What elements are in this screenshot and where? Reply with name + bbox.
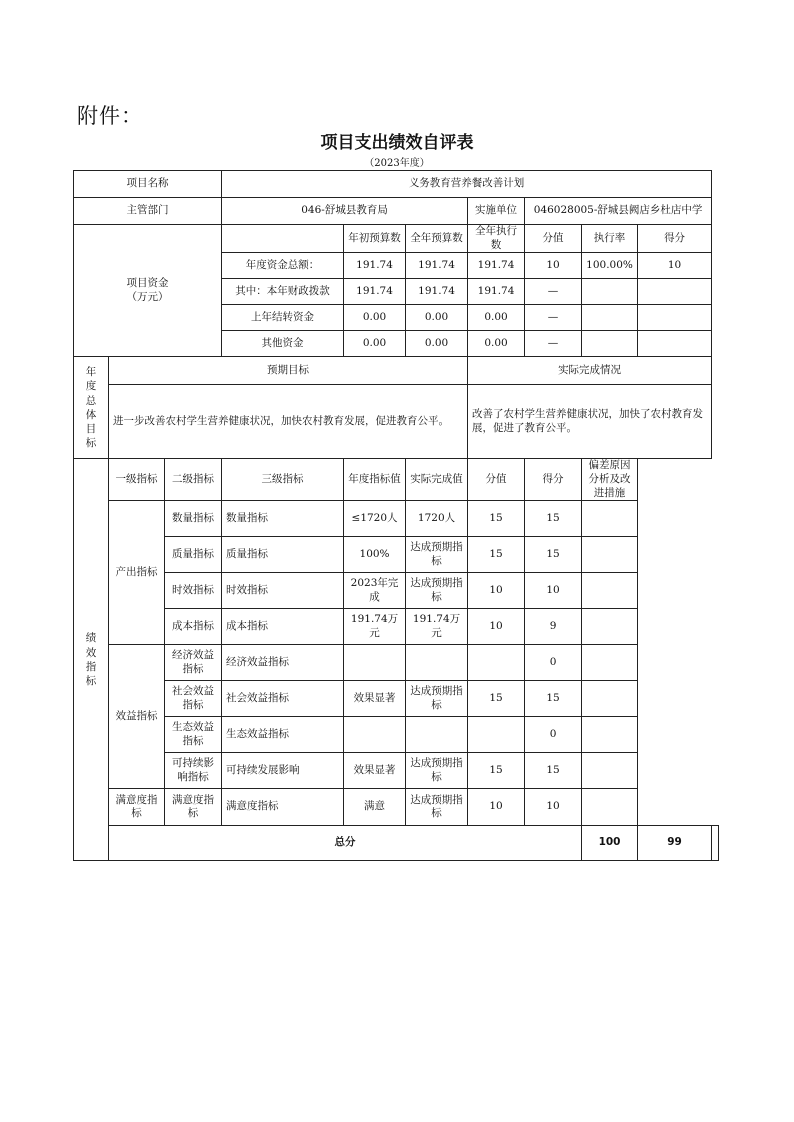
reason-cell (582, 501, 638, 537)
funds-row-value: — (525, 305, 582, 331)
goals-label-text: 年 度 总 体 目 标 (85, 366, 97, 450)
funds-row-score (638, 279, 712, 305)
target-cell (344, 645, 406, 681)
actual-cell: 达成预期指标 (406, 753, 468, 789)
reason-cell (582, 537, 638, 573)
value-cell: 15 (468, 537, 525, 573)
goals-label (74, 357, 109, 459)
reason-cell (582, 573, 638, 609)
level3-cell: 经济效益指标 (222, 645, 344, 681)
reason-cell (582, 645, 638, 681)
actual-cell: 191.74万元 (406, 609, 468, 645)
funds-row-rate (582, 331, 638, 357)
page-title: 项目支出绩效自评表 (320, 133, 474, 153)
value-cell: 15 (468, 501, 525, 537)
goals-actual-header: 实际完成情况 (468, 357, 712, 385)
score-cell: 15 (525, 753, 582, 789)
header-target: 年度指标值 (344, 459, 406, 501)
attachment-label: 附件： (77, 104, 143, 128)
level2-cell: 成本指标 (165, 609, 222, 645)
funds-header-annual: 全年预算数 (406, 225, 468, 253)
page-subtitle: （2023年度） (364, 158, 430, 169)
actual-cell (406, 717, 468, 753)
reason-cell (582, 681, 638, 717)
indicators-label (74, 459, 109, 861)
funds-row-label: 其中：本年财政拨款 (222, 279, 344, 305)
indicator-row (74, 645, 719, 681)
level3-cell: 质量指标 (222, 537, 344, 573)
value-cell (468, 645, 525, 681)
funds-row-label: 年度资金总额： (222, 253, 344, 279)
header-level3: 三级指标 (222, 459, 344, 501)
level2-cell: 可持续影响指标 (165, 753, 222, 789)
funds-row-annual: 0.00 (406, 305, 468, 331)
score-cell: 0 (525, 717, 582, 753)
funds-label (74, 225, 222, 357)
indicator-row (74, 681, 719, 717)
target-cell: 191.74万元 (344, 609, 406, 645)
target-cell: 满意 (344, 789, 406, 826)
funds-row-annual: 0.00 (406, 331, 468, 357)
funds-row-value: 10 (525, 253, 582, 279)
value-cell: 10 (468, 789, 525, 826)
funds-row-annual: 191.74 (406, 279, 468, 305)
level2-cell: 时效指标 (165, 573, 222, 609)
department-value: 046-舒城县教育局 (222, 198, 468, 225)
level2-cell: 数量指标 (165, 501, 222, 537)
funds-row-initial: 0.00 (344, 305, 406, 331)
funds-row-executed: 0.00 (468, 305, 525, 331)
indicator-row (74, 717, 719, 753)
indicator-row (74, 501, 719, 537)
score-cell: 15 (525, 537, 582, 573)
funds-header-rate: 执行率 (582, 225, 638, 253)
department-row (74, 198, 719, 225)
actual-cell: 达成预期指标 (406, 537, 468, 573)
header-score: 得分 (525, 459, 582, 501)
total-value: 100 (582, 826, 638, 861)
target-cell: 2023年完成 (344, 573, 406, 609)
impl-unit-label: 实施单位 (468, 198, 525, 225)
funds-row-score (638, 305, 712, 331)
funds-row-initial: 191.74 (344, 279, 406, 305)
actual-cell: 达成预期指标 (406, 789, 468, 826)
value-cell: 15 (468, 681, 525, 717)
funds-row-value: — (525, 279, 582, 305)
total-score: 99 (638, 826, 712, 861)
funds-row-label: 其他资金 (222, 331, 344, 357)
header-actual: 实际完成值 (406, 459, 468, 501)
funds-header-executed: 全年执行数 (468, 225, 525, 253)
impl-unit-value: 046028005-舒城县阙店乡杜店中学 (525, 198, 712, 225)
actual-cell: 1720人 (406, 501, 468, 537)
target-cell (344, 717, 406, 753)
funds-header-row (74, 225, 719, 253)
goals-actual: 改善了农村学生营养健康状况，加快了农村教育发展，促进了教育公平。 (468, 385, 712, 459)
funds-row-label: 上年结转资金 (222, 305, 344, 331)
value-cell: 10 (468, 573, 525, 609)
project-name-value: 义务教育营养餐改善计划 (222, 171, 712, 198)
funds-row-rate (582, 279, 638, 305)
funds-header-blank (222, 225, 344, 253)
score-cell: 15 (525, 501, 582, 537)
funds-row-score: 10 (638, 253, 712, 279)
funds-row-score (638, 331, 712, 357)
level2-cell: 生态效益指标 (165, 717, 222, 753)
level3-cell: 数量指标 (222, 501, 344, 537)
header-value: 分值 (468, 459, 525, 501)
actual-cell (406, 645, 468, 681)
total-label: 总分 (109, 826, 582, 861)
level3-cell: 满意度指标 (222, 789, 344, 826)
actual-cell: 达成预期指标 (406, 681, 468, 717)
value-cell (468, 717, 525, 753)
score-cell: 0 (525, 645, 582, 681)
self-evaluation-table (73, 170, 719, 861)
score-cell: 10 (525, 573, 582, 609)
goals-content-row (74, 385, 719, 459)
total-row (74, 826, 719, 861)
goals-header-row (74, 357, 719, 385)
level2-cell: 社会效益指标 (165, 681, 222, 717)
funds-row-value: — (525, 331, 582, 357)
funds-header-value: 分值 (525, 225, 582, 253)
actual-cell: 达成预期指标 (406, 573, 468, 609)
indicator-row (74, 573, 719, 609)
department-label: 主管部门 (74, 198, 222, 225)
indicators-label-text: 绩 效 指 标 (85, 632, 97, 687)
reason-cell (582, 789, 638, 826)
indicator-row (74, 789, 719, 826)
reason-cell (582, 753, 638, 789)
indicator-row (74, 609, 719, 645)
header-level1: 一级指标 (109, 459, 165, 501)
reason-cell (582, 717, 638, 753)
level3-cell: 社会效益指标 (222, 681, 344, 717)
total-reason (712, 826, 719, 861)
goals-expected: 进一步改善农村学生营养健康状况，加快农村教育发展，促进教育公平。 (109, 385, 468, 459)
level3-cell: 生态效益指标 (222, 717, 344, 753)
level3-cell: 时效指标 (222, 573, 344, 609)
level3-cell: 成本指标 (222, 609, 344, 645)
indicator-row (74, 753, 719, 789)
funds-label-text: 项目资金 （万元） (126, 277, 169, 303)
funds-row-executed: 191.74 (468, 253, 525, 279)
goals-expected-header: 预期目标 (109, 357, 468, 385)
level1-output: 产出指标 (109, 501, 165, 645)
funds-row-annual: 191.74 (406, 253, 468, 279)
project-name-row (74, 171, 719, 198)
funds-row-rate: 100.00% (582, 253, 638, 279)
level3-cell: 可持续发展影响 (222, 753, 344, 789)
level1-benefit: 效益指标 (109, 645, 165, 789)
funds-row-rate (582, 305, 638, 331)
funds-row-executed: 191.74 (468, 279, 525, 305)
value-cell: 15 (468, 753, 525, 789)
funds-header-score: 得分 (638, 225, 712, 253)
level2-cell: 质量指标 (165, 537, 222, 573)
header-level2: 二级指标 (165, 459, 222, 501)
indicator-row (74, 537, 719, 573)
header-reason: 偏差原因分析及改进措施 (582, 459, 638, 501)
indicators-header-row (74, 459, 719, 501)
funds-header-initial: 年初预算数 (344, 225, 406, 253)
level2-cell: 经济效益指标 (165, 645, 222, 681)
funds-row-initial: 0.00 (344, 331, 406, 357)
reason-cell (582, 609, 638, 645)
funds-row-executed: 0.00 (468, 331, 525, 357)
value-cell: 10 (468, 609, 525, 645)
target-cell: ≤1720人 (344, 501, 406, 537)
score-cell: 15 (525, 681, 582, 717)
target-cell: 效果显著 (344, 753, 406, 789)
target-cell: 100% (344, 537, 406, 573)
score-cell: 9 (525, 609, 582, 645)
level2-cell: 满意度指标 (165, 789, 222, 826)
funds-row-initial: 191.74 (344, 253, 406, 279)
score-cell: 10 (525, 789, 582, 826)
level1-satisfaction: 满意度指标 (109, 789, 165, 826)
project-name-label: 项目名称 (74, 171, 222, 198)
target-cell: 效果显著 (344, 681, 406, 717)
